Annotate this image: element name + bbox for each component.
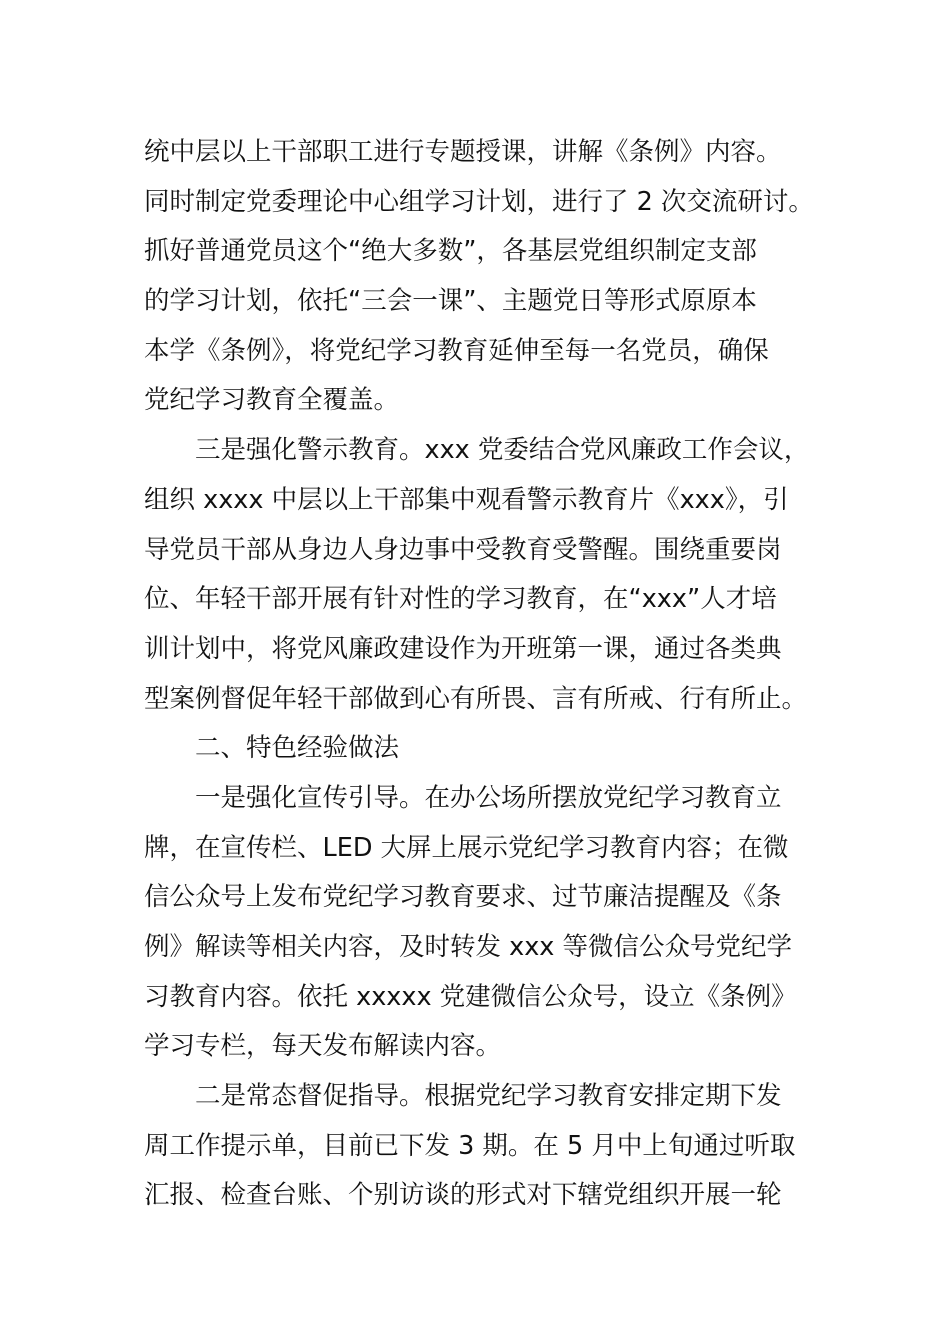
text-line: 统中层以上干部职工进行专题授课，讲解《条例》内容。 — [144, 137, 782, 167]
paragraph-start-line: 二是常态督促指导。根据党纪学习教育安排定期下发 — [195, 1081, 782, 1112]
text-line: 周工作提示单，目前已下发 3 期。在 5 月中上旬通过听取 — [144, 1130, 796, 1161]
text-line: 训计划中，将党风廉政建设作为开班第一课，通过各类典 — [144, 633, 782, 664]
text-line: 党纪学习教育全覆盖。 — [144, 385, 400, 416]
body-text — [144, 128, 844, 1221]
text-line: 型案例督促年轻干部做到心有所畏、言有所戒、行有所止。 — [144, 683, 808, 714]
section-heading: 二、特色经验做法 — [195, 733, 400, 764]
text-line: 同时制定党委理论中心组学习计划，进行了 2 次交流研讨。 — [144, 186, 814, 217]
text-line: 本学《条例》，将党纪学习教育延伸至每一名党员，确保 — [144, 335, 769, 366]
text-line: 组织 xxxx 中层以上干部集中观看警示教育片《xxx》，引 — [144, 484, 789, 515]
paragraph-start-line: 三是强化警示教育。xxx 党委结合党风廉政工作会议， — [195, 435, 810, 466]
text-line: 信公众号上发布党纪学习教育要求、过节廉洁提醒及《条 — [144, 882, 782, 913]
text-line: 例》解读等相关内容，及时转发 xxx 等微信公众号党纪学 — [144, 932, 792, 962]
text-line: 牌，在宣传栏、LED 大屏上展示党纪学习教育内容；在微 — [144, 832, 789, 863]
text-line: 的学习计划，依托“三会一课”、主题党日等形式原原本 — [144, 286, 757, 317]
text-line: 导党员干部从身边人身边事中受教育受警醒。围绕重要岗 — [144, 534, 782, 565]
text-line: 学习专栏，每天发布解读内容。 — [144, 1031, 502, 1062]
text-line: 汇报、检查台账、个别访谈的形式对下辖党组织开展一轮 — [144, 1180, 782, 1211]
paragraph-start-line: 一是强化宣传引导。在办公场所摆放党纪学习教育立 — [195, 782, 782, 813]
text-line: 位、年轻干部开展有针对性的学习教育，在“xxx”人才培 — [144, 584, 777, 615]
text-line: 习教育内容。依托 xxxxx 党建微信公众号，设立《条例》 — [144, 981, 797, 1012]
text-line: 抓好普通党员这个“绝大多数”，各基层党组织制定支部 — [144, 236, 757, 267]
